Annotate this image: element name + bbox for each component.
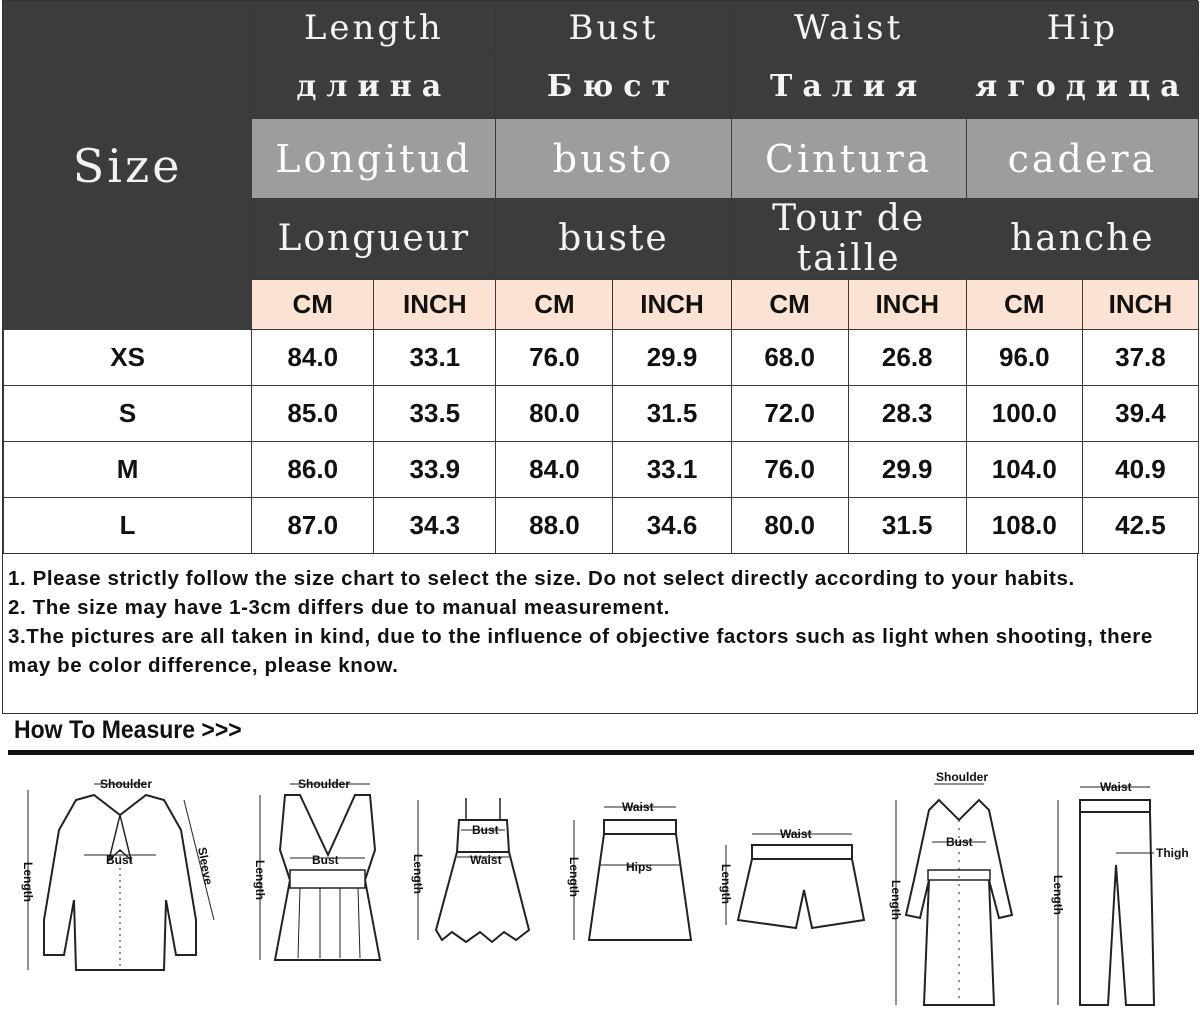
- col-header-length-en: Length: [252, 2, 496, 55]
- length-label: Length: [719, 864, 733, 904]
- table-cell: 84.0: [496, 442, 613, 498]
- coat-measure-figure: [884, 770, 1034, 1015]
- col-header-length-ru: длина: [252, 55, 496, 119]
- note-item: 1. Please strictly follow the size chart to select the size. Do not select directly according to your habits.: [8, 567, 1075, 590]
- sleeve-label: Sleeve: [195, 846, 216, 886]
- table-cell: 100.0: [966, 386, 1082, 442]
- table-cell: 88.0: [496, 498, 613, 554]
- col-header-hip-fr: hanche: [966, 199, 1198, 280]
- thigh-label: Thigh: [1156, 846, 1189, 860]
- trousers-measure-figure: [1044, 775, 1194, 1015]
- unit-cm: CM: [252, 280, 374, 330]
- table-cell: 26.8: [848, 330, 966, 386]
- length-label: Length: [567, 857, 581, 897]
- notes-block: [2, 553, 1198, 714]
- col-header-length-es: Longitud: [252, 119, 496, 199]
- table-cell: 87.0: [252, 498, 374, 554]
- col-header-hip-en: Hip: [966, 2, 1198, 55]
- table-cell: 72.0: [731, 386, 848, 442]
- note-item: 2. The size may have 1-3cm differs due to manual measurement.: [8, 596, 671, 619]
- table-cell: 31.5: [848, 498, 966, 554]
- table-cell: 104.0: [966, 442, 1082, 498]
- table-cell: 76.0: [731, 442, 848, 498]
- length-label: Length: [1051, 875, 1065, 915]
- table-cell: 34.6: [613, 498, 731, 554]
- waist-label: Waist: [780, 827, 812, 841]
- col-header-waist-ru: Талия: [731, 55, 966, 119]
- skirt-measure-figure: [556, 795, 706, 955]
- bust-label: Bust: [106, 853, 133, 867]
- table-cell: 34.3: [374, 498, 496, 554]
- size-name: L: [4, 498, 252, 554]
- hips-label: Hips: [626, 860, 653, 874]
- unit-inch: INCH: [374, 280, 496, 330]
- col-header-length-fr: Longueur: [252, 199, 496, 280]
- table-row: [4, 386, 1199, 442]
- table-cell: 31.5: [613, 386, 731, 442]
- table-cell: 40.9: [1082, 442, 1198, 498]
- col-header-waist-es: Cintura: [731, 119, 966, 199]
- table-cell: 37.8: [1082, 330, 1198, 386]
- table-cell: 29.9: [613, 330, 731, 386]
- unit-cm: CM: [966, 280, 1082, 330]
- col-header-hip-ru: ягодица: [966, 55, 1198, 119]
- table-cell: 108.0: [966, 498, 1082, 554]
- table-cell: 80.0: [496, 386, 613, 442]
- top-measure-figure: [240, 770, 390, 990]
- size-name: XS: [4, 330, 252, 386]
- table-cell: 80.0: [731, 498, 848, 554]
- unit-cm: CM: [731, 280, 848, 330]
- waist-label: Waist: [622, 800, 654, 814]
- bust-label: Bust: [312, 853, 339, 867]
- table-cell: 84.0: [252, 330, 374, 386]
- col-header-waist-en: Waist: [731, 2, 966, 55]
- table-cell: 33.1: [613, 442, 731, 498]
- bust-label: Bust: [946, 835, 973, 849]
- col-header-waist-fr: Tour de taille: [731, 199, 966, 280]
- table-cell: 85.0: [252, 386, 374, 442]
- table-cell: 29.9: [848, 442, 966, 498]
- length-label: Length: [21, 862, 35, 902]
- table-cell: 28.3: [848, 386, 966, 442]
- table-cell: 68.0: [731, 330, 848, 386]
- waist-label: Waist: [470, 853, 502, 867]
- dress-measure-figure: [404, 790, 534, 970]
- table-row: [4, 498, 1199, 554]
- table-cell: 33.1: [374, 330, 496, 386]
- unit-inch: INCH: [1082, 280, 1198, 330]
- how-to-measure-title: How To Measure >>>: [14, 716, 242, 744]
- shoulder-label: Shoulder: [298, 777, 351, 791]
- size-table: [3, 1, 1199, 554]
- col-header-bust-fr: buste: [496, 199, 731, 280]
- unit-cm: CM: [496, 280, 613, 330]
- shoulder-label: Shoulder: [936, 770, 989, 784]
- divider: [8, 750, 1194, 755]
- col-header-bust-ru: Бюст: [496, 55, 731, 119]
- size-name: S: [4, 386, 252, 442]
- table-row: [4, 442, 1199, 498]
- shoulder-label: Shoulder: [100, 777, 153, 791]
- length-label: Length: [253, 860, 267, 900]
- col-header-hip-es: cadera: [966, 119, 1198, 199]
- table-cell: 96.0: [966, 330, 1082, 386]
- shorts-measure-figure: [712, 820, 872, 940]
- table-cell: 33.5: [374, 386, 496, 442]
- length-label: Length: [889, 880, 903, 920]
- table-row: [4, 330, 1199, 386]
- unit-inch: INCH: [613, 280, 731, 330]
- table-cell: 42.5: [1082, 498, 1198, 554]
- note-item: 3.The pictures are all taken in kind, due to the influence of objective factors such as light when shooting, there may be color difference, please know.: [8, 625, 1153, 677]
- size-header: Size: [4, 2, 252, 330]
- length-label: Length: [411, 854, 425, 894]
- size-name: M: [4, 442, 252, 498]
- table-cell: 76.0: [496, 330, 613, 386]
- waist-label: Waist: [1100, 780, 1132, 794]
- unit-inch: INCH: [848, 280, 966, 330]
- bust-label: Bust: [472, 823, 499, 837]
- col-header-bust-es: busto: [496, 119, 731, 199]
- table-cell: 33.9: [374, 442, 496, 498]
- table-cell: 39.4: [1082, 386, 1198, 442]
- table-cell: 86.0: [252, 442, 374, 498]
- blouse-measure-figure: [14, 770, 224, 990]
- col-header-bust-en: Bust: [496, 2, 731, 55]
